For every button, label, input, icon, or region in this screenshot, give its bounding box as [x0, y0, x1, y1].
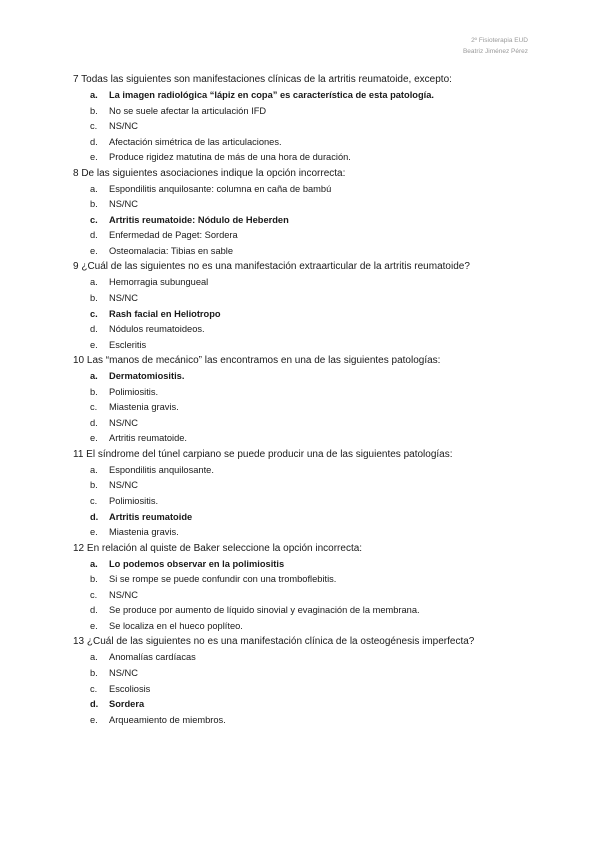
option-letter: b. [90, 293, 98, 304]
option-text: Rash facial en Heliotropo [109, 308, 221, 319]
option-letter: a. [90, 464, 98, 475]
page-header [463, 36, 528, 57]
option-text: Miastenia gravis. [109, 402, 179, 413]
answer-option [73, 463, 543, 479]
option-list [73, 182, 543, 260]
option-text: NS/NC [109, 589, 138, 600]
question-text: 7 Todas las siguientes son manifestaciones clínicas de la artritis reumatoide, excepto: [73, 74, 452, 85]
answer-option-correct [73, 557, 543, 573]
option-letter: d. [90, 417, 98, 428]
option-list [73, 650, 543, 728]
option-text: La imagen radiológica “lápiz en copa” es característica de esta patología. [109, 90, 434, 100]
answer-option-correct [73, 307, 543, 323]
option-text: Sordera [109, 699, 145, 710]
option-letter: c. [90, 589, 98, 600]
option-letter: b. [90, 574, 98, 585]
answer-option [73, 588, 543, 604]
option-letter: d. [90, 605, 98, 616]
option-letter: a. [90, 277, 98, 288]
option-letter: b. [90, 386, 98, 397]
question-text: 9 ¿Cuál de las siguientes no es una manifestación extraarticular de la artritis reumatoide? [73, 261, 470, 273]
option-text: NS/NC [109, 199, 138, 210]
option-letter: c. [90, 402, 98, 413]
answer-option [73, 150, 543, 166]
option-letter: d. [90, 324, 98, 335]
option-letter: e. [90, 245, 98, 256]
option-letter: a. [90, 90, 98, 100]
answer-option [73, 275, 543, 291]
option-text: Artritis reumatoide [109, 511, 193, 522]
answer-option-correct [73, 697, 543, 713]
option-letter: e. [90, 433, 98, 444]
question [73, 447, 543, 541]
option-letter: a. [90, 558, 98, 569]
option-list [73, 557, 543, 635]
answer-option [73, 650, 543, 666]
option-letter: e. [90, 339, 98, 350]
question [73, 72, 543, 166]
option-letter: c. [90, 308, 98, 319]
option-text: Anomalías cardíacas [109, 652, 196, 663]
option-text: Artritis reumatoide. [109, 433, 188, 444]
option-letter: d. [90, 136, 98, 147]
option-text: Afectación simétrica de las articulaciones. [109, 136, 282, 147]
answer-option [73, 119, 543, 135]
answer-option [73, 478, 543, 494]
answer-option [73, 603, 543, 619]
answer-option [73, 322, 543, 338]
option-text: Polimiositis. [109, 496, 159, 507]
option-text: Se produce por aumento de líquido sinovial y evaginación de la membrana. [109, 605, 420, 616]
option-text: Escoliosis [109, 683, 151, 694]
answer-option [73, 619, 543, 635]
option-text: Osteomalacia: Tibias en sable [109, 245, 234, 256]
option-text: Arqueamiento de miembros. [109, 714, 226, 725]
option-text: Polimiositis. [109, 386, 159, 397]
option-text: NS/NC [109, 121, 138, 132]
answer-option [73, 228, 543, 244]
option-list [73, 275, 543, 353]
answer-option-correct [73, 88, 543, 104]
option-letter: a. [90, 183, 98, 194]
answer-option [73, 104, 543, 120]
option-letter: d. [90, 699, 99, 710]
option-letter: a. [90, 371, 98, 382]
option-letter: a. [90, 652, 98, 663]
option-letter: e. [90, 620, 98, 631]
option-list [73, 463, 543, 541]
answer-option-correct [73, 213, 543, 229]
option-text: Produce rigidez matutina de más de una hora de duración. [109, 152, 351, 163]
question-text: 11 El síndrome del túnel carpiano se puede producir una de las siguientes patologías: [73, 448, 453, 460]
question-text: 13 ¿Cuál de las siguientes no es una manifestación clínica de la osteogénesis imperfecta? [73, 636, 475, 648]
option-text: Enfermedad de Paget: Sordera [109, 230, 238, 241]
option-letter: c. [90, 121, 98, 132]
answer-option [73, 525, 543, 541]
header-course: 2º Fisioterapia EUD [471, 37, 528, 44]
option-text: NS/NC [109, 480, 138, 491]
answer-option [73, 431, 543, 447]
answer-option [73, 713, 543, 729]
answer-option-correct [73, 510, 543, 526]
question [73, 634, 543, 728]
option-letter: b. [90, 667, 98, 678]
question-list [73, 72, 543, 728]
answer-option [73, 682, 543, 698]
option-letter: b. [90, 480, 98, 491]
option-text: No se suele afectar la articulación IFD [109, 105, 267, 116]
option-list [73, 369, 543, 447]
answer-option [73, 666, 543, 682]
question-text: 10 Las “manos de mecánico” las encontramos en una de las siguientes patologías: [73, 355, 441, 367]
option-text: Espondilitis anquilosante: columna en caña de bambú [109, 183, 332, 194]
option-text: Escleritis [109, 339, 147, 350]
answer-option [73, 182, 543, 198]
option-letter: c. [90, 214, 98, 225]
option-letter: d. [90, 511, 99, 522]
answer-option [73, 338, 543, 354]
answer-option [73, 385, 543, 401]
header-author: Beatriz Jiménez Pérez [462, 47, 528, 55]
option-text: Se localiza en el hueco poplíteo. [109, 620, 243, 631]
option-letter: c. [90, 683, 98, 694]
option-letter: e. [90, 152, 98, 163]
option-text: Si se rompe se puede confundir con una tromboflebitis. [109, 574, 337, 585]
answer-option-correct [73, 369, 543, 385]
option-letter: d. [90, 230, 98, 241]
question [73, 541, 543, 635]
option-text: NS/NC [109, 417, 138, 428]
question [73, 166, 543, 260]
option-text: Miastenia gravis. [109, 527, 179, 538]
option-list [73, 88, 543, 166]
option-text: Dermatomiositis. [109, 371, 185, 382]
option-text: Hemorragia subungueal [109, 277, 209, 288]
answer-option [73, 197, 543, 213]
answer-option [73, 400, 543, 416]
option-text: Lo podemos observar en la polimiositis [109, 558, 285, 569]
option-text: NS/NC [109, 667, 138, 678]
answer-option [73, 494, 543, 510]
answer-option [73, 244, 543, 260]
option-letter: e. [90, 714, 98, 725]
option-letter: b. [90, 105, 98, 116]
option-text: Espondilitis anquilosante. [109, 464, 214, 475]
option-text: NS/NC [109, 293, 138, 304]
question-text: 8 De las siguientes asociaciones indique la opción incorrecta: [73, 167, 346, 179]
option-text: Nódulos reumatoideos. [109, 324, 205, 335]
answer-option [73, 135, 543, 151]
question [73, 353, 543, 447]
answer-option [73, 416, 543, 432]
question [73, 259, 543, 353]
option-letter: b. [90, 199, 98, 210]
option-letter: e. [90, 527, 98, 538]
option-letter: c. [90, 496, 98, 507]
question-text: 12 En relación al quiste de Baker seleccione la opción incorrecta: [73, 542, 363, 554]
answer-option [73, 291, 543, 307]
answer-option [73, 572, 543, 588]
option-text: Artritis reumatoide: Nódulo de Heberden [109, 214, 289, 225]
